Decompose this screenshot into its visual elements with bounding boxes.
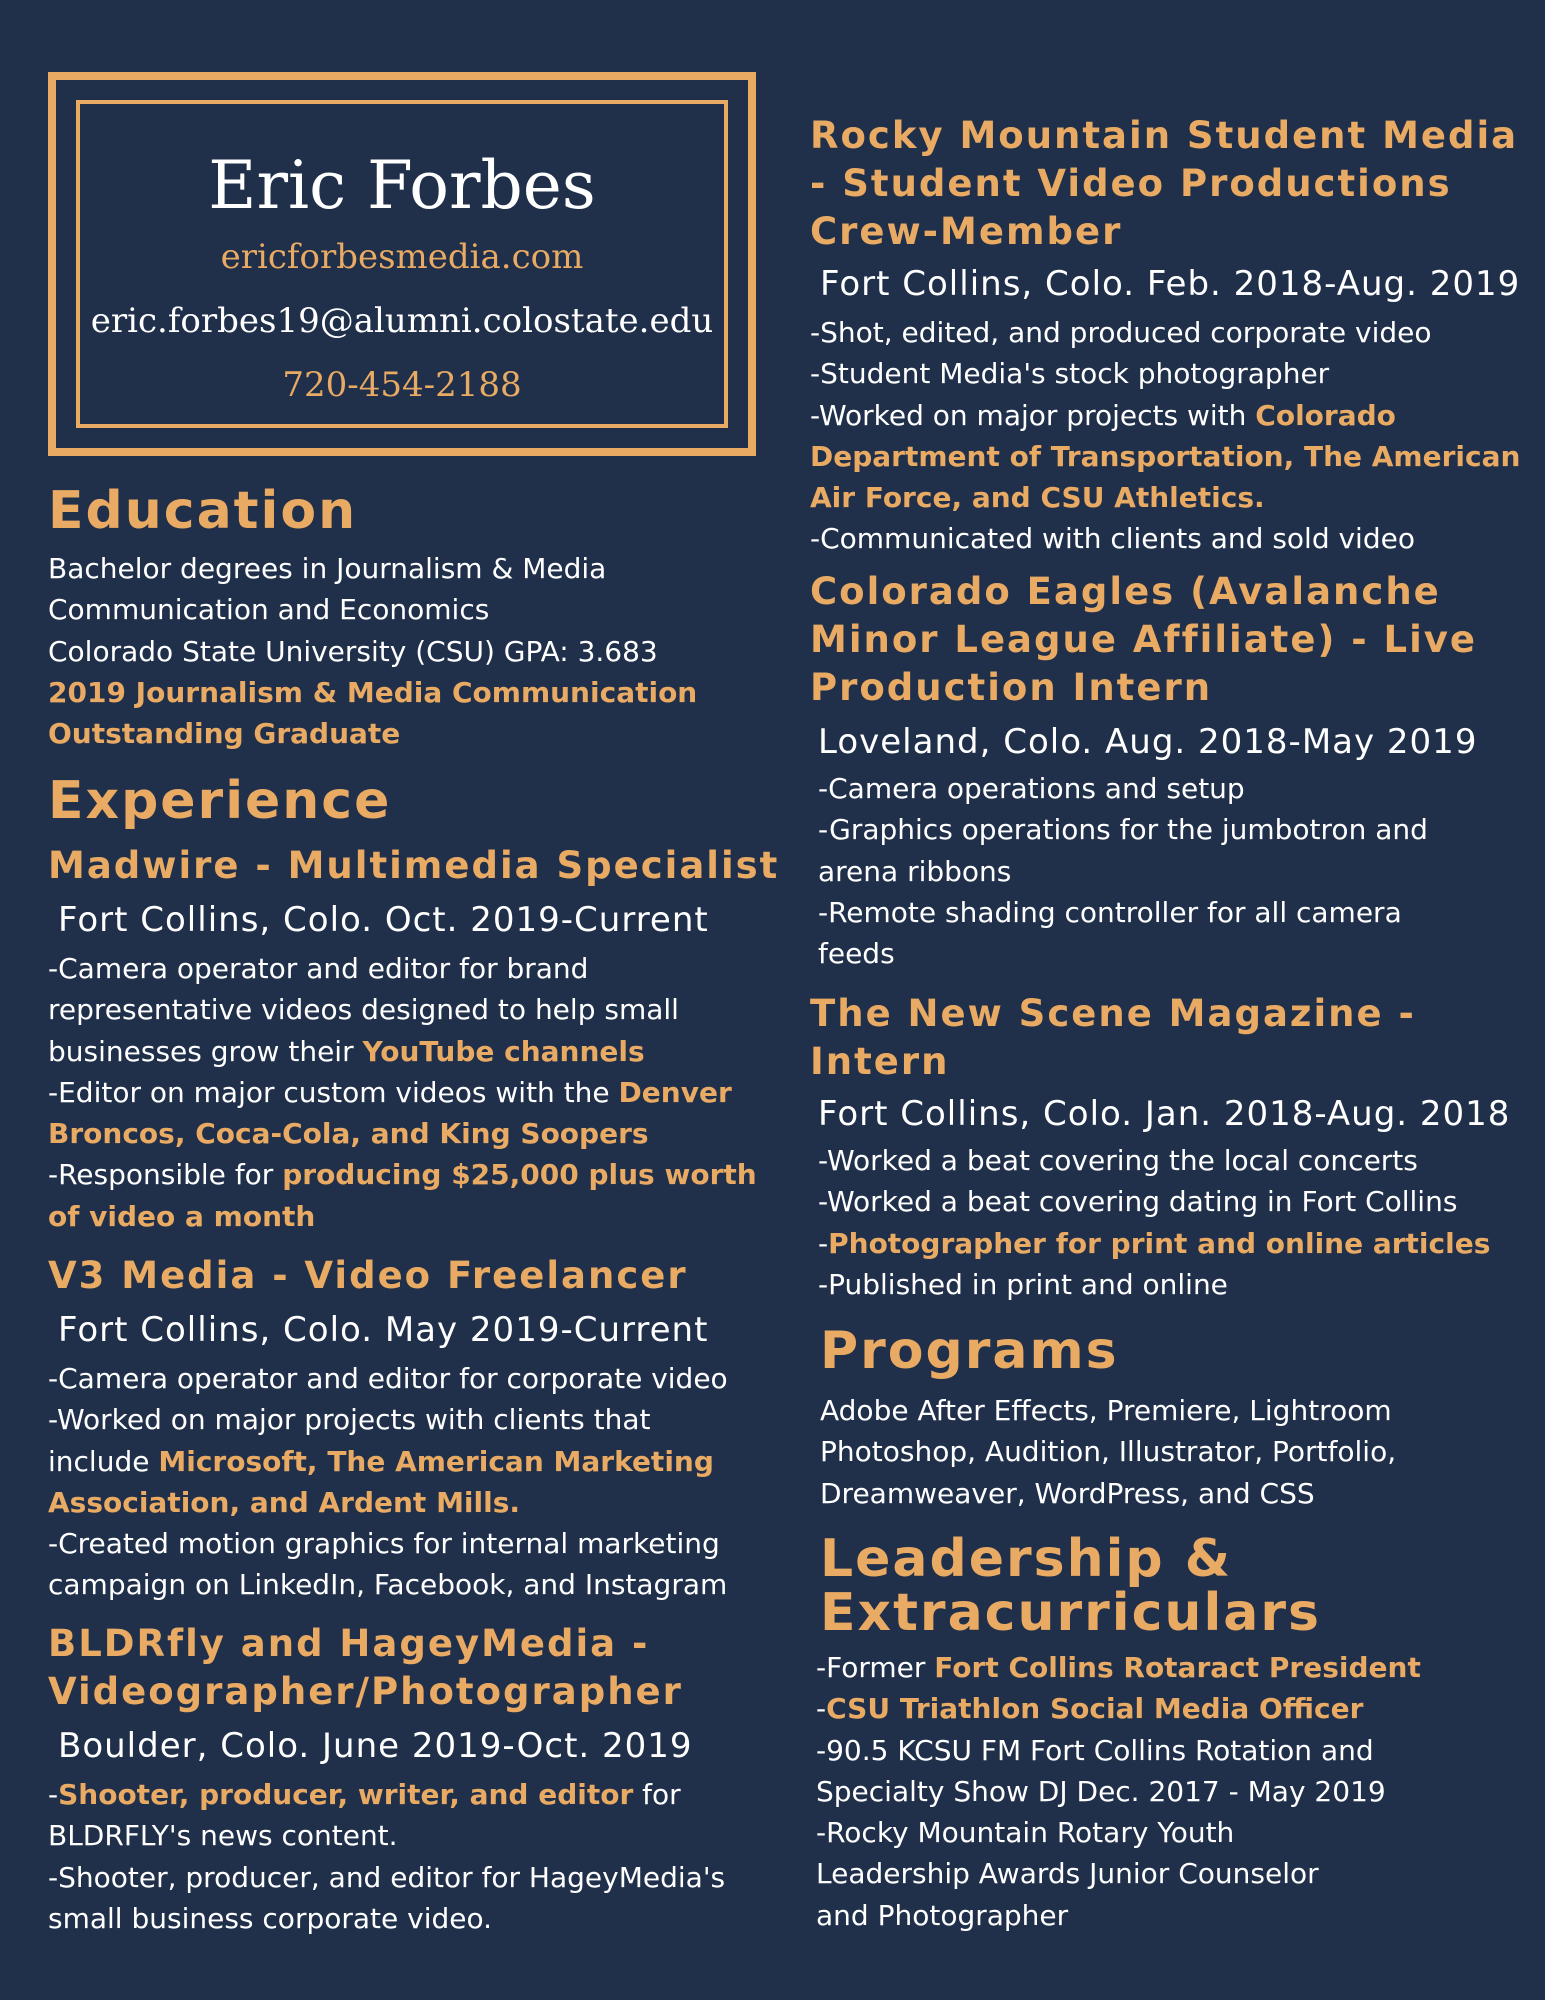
leadership-line: Specialty Show DJ Dec. 2017 - May 2019 — [816, 1774, 1386, 1808]
job-title-eagles-2: Minor League Affiliate) - Live — [810, 618, 1477, 661]
job-title-rmsm-3: Crew-Member — [810, 210, 1123, 253]
leadership-line: -Rocky Mountain Rotary Youth — [816, 1816, 1235, 1850]
bullet-line: small business corporate video. — [48, 1901, 493, 1935]
leadership-line: Leadership Awards Junior Counselor — [816, 1857, 1319, 1891]
job-bullets-v3 — [48, 1358, 728, 1606]
bullet-line: BLDRFLY's news content. — [48, 1819, 398, 1853]
job-bullets-bldrfly — [48, 1774, 725, 1939]
programs-line: Adobe After Effects, Premiere, Lightroom — [820, 1394, 1392, 1427]
website-link[interactable]: ericforbesmedia.com — [220, 237, 584, 277]
bullet-line: -Shot, edited, and produced corporate video — [810, 316, 1432, 349]
leadership-heading-1: Leadership & — [820, 1529, 1233, 1589]
job-title-eagles-3: Production Intern — [810, 666, 1213, 709]
job-bullets-newscene — [818, 1140, 1490, 1305]
bullet-line: -Graphics operations for the jumbotron and — [818, 813, 1428, 847]
bullet-highlight: CSU Triathlon Social Media Officer — [826, 1692, 1364, 1726]
bullet-line: feeds — [818, 937, 895, 971]
bullet-line — [48, 1441, 728, 1482]
award-line-1: 2019 Journalism & Media Communication — [48, 675, 698, 709]
leadership-list — [816, 1647, 1421, 1936]
bullet-line: of video a month — [48, 1199, 316, 1233]
job-bullets-madwire — [48, 948, 757, 1237]
bullet-highlight: producing $25,000 plus worth — [282, 1158, 757, 1192]
bullet-text: for — [633, 1778, 681, 1811]
bullet-line: campaign on LinkedIn, Facebook, and Instagram — [48, 1568, 728, 1602]
experience-heading: Experience — [48, 771, 392, 831]
programs-list — [820, 1390, 1396, 1514]
job-bullets-rmsm — [810, 312, 1520, 560]
bullet-highlight: Denver — [618, 1075, 732, 1109]
bullet-line — [48, 1154, 757, 1195]
bullet-line — [810, 395, 1520, 436]
job-title-bldrfly-1: BLDRfly and HageyMedia - — [48, 1622, 650, 1665]
bullet-line: Air Force, and CSU Athletics. — [810, 481, 1265, 515]
bullet-line: Department of Transportation, The American — [810, 439, 1521, 473]
bullet-line — [48, 1031, 757, 1072]
job-title-rmsm-2: - Student Video Productions — [810, 162, 1452, 205]
bullet-line: -Published in print and online — [818, 1267, 1228, 1301]
leadership-line: and Photographer — [816, 1898, 1069, 1932]
job-bullets-eagles — [818, 768, 1428, 974]
job-location-madwire: Fort Collins, Colo. Oct. 2019-Current — [58, 900, 709, 940]
bullet-highlight: YouTube channels — [362, 1034, 645, 1068]
bullet-text: - — [816, 1692, 827, 1726]
bullet-line: arena ribbons — [818, 854, 1012, 888]
job-location-eagles: Loveland, Colo. Aug. 2018-May 2019 — [818, 722, 1478, 762]
bullet-line: -Worked on major projects with clients that — [48, 1403, 651, 1437]
award-line-2: Outstanding Graduate — [48, 717, 401, 751]
job-title-newscene-1: The New Scene Magazine - — [810, 992, 1416, 1035]
job-location-bldrfly: Boulder, Colo. June 2019-Oct. 2019 — [58, 1726, 693, 1766]
bullet-line: -Student Media's stock photographer — [810, 357, 1330, 391]
education-heading: Education — [48, 481, 358, 541]
bullet-highlight: Microsoft, The American Marketing — [158, 1444, 714, 1478]
leadership-line — [816, 1647, 1421, 1688]
bullet-line: -Camera operations and setup — [818, 772, 1245, 805]
bullet-text: -Former — [816, 1651, 935, 1684]
bullet-text: -Worked on major projects with — [810, 398, 1256, 432]
bullet-line: -Created motion graphics for internal marketing — [48, 1527, 720, 1561]
contact-box — [48, 72, 756, 456]
bullet-highlight: Shooter, producer, writer, and editor — [58, 1778, 634, 1811]
bullet-line: representative videos designed to help small — [48, 993, 679, 1027]
bullet-highlight: Photographer for print and online articles — [828, 1226, 1491, 1260]
bullet-line: -Camera operator and editor for corporate video — [48, 1362, 728, 1395]
bullet-text: -Editor on major custom videos with the — [48, 1075, 619, 1109]
bullet-highlight: Colorado — [1255, 398, 1396, 432]
bullet-line: -Camera operator and editor for brand — [48, 952, 589, 985]
bullet-text: include — [48, 1444, 159, 1478]
leadership-heading-2: Extracurriculars — [820, 1583, 1321, 1643]
bullet-line — [48, 1774, 725, 1815]
email-link[interactable]: eric.forbes19@alumni.colostate.edu — [90, 301, 714, 341]
degree-line-2: Communication and Economics — [48, 593, 490, 627]
bullet-line: -Remote shading controller for all camera — [818, 895, 1402, 929]
bullet-line: Broncos, Coca-Cola, and King Soopers — [48, 1117, 649, 1151]
degree-line-1: Bachelor degrees in Journalism & Media — [48, 552, 607, 585]
bullet-line: -Shooter, producer, and editor for HageyMedia's — [48, 1860, 726, 1894]
bullet-line — [818, 1223, 1490, 1264]
job-title-newscene-2: Intern — [810, 1040, 950, 1083]
job-location-rmsm: Fort Collins, Colo. Feb. 2018-Aug. 2019 — [820, 264, 1521, 304]
education-details — [48, 548, 697, 754]
job-title-bldrfly-2: Videographer/Photographer — [48, 1670, 683, 1713]
job-location-newscene: Fort Collins, Colo. Jan. 2018-Aug. 2018 — [818, 1094, 1511, 1134]
job-title-eagles-1: Colorado Eagles (Avalanche — [810, 570, 1441, 613]
leadership-line — [816, 1688, 1421, 1729]
bullet-line: -Worked a beat covering the local concerts — [818, 1144, 1418, 1177]
phone-number: 720-454-2188 — [282, 365, 522, 405]
job-title-madwire: Madwire - Multimedia Specialist — [48, 844, 780, 887]
bullet-text: - — [818, 1226, 829, 1260]
job-title-rmsm-1: Rocky Mountain Student Media — [810, 114, 1519, 157]
bullet-line: -Worked a beat covering dating in Fort Collins — [818, 1185, 1458, 1219]
resume-name: Eric Forbes — [208, 147, 596, 224]
university-line: Colorado State University (CSU) GPA: 3.683 — [48, 634, 658, 668]
contact-box-inner — [76, 100, 728, 428]
leadership-line: -90.5 KCSU FM Fort Collins Rotation and — [816, 1733, 1374, 1767]
bullet-highlight: Fort Collins Rotaract President — [934, 1651, 1421, 1684]
programs-line: Dreamweaver, WordPress, and CSS — [820, 1476, 1315, 1510]
programs-line: Photoshop, Audition, Illustrator, Portfolio, — [820, 1435, 1397, 1469]
programs-heading: Programs — [820, 1321, 1119, 1381]
bullet-text: -Responsible for — [48, 1158, 283, 1192]
job-title-v3: V3 Media - Video Freelancer — [48, 1254, 688, 1297]
bullet-line — [48, 1072, 757, 1113]
bullet-line: Association, and Ardent Mills. — [48, 1485, 521, 1519]
job-location-v3: Fort Collins, Colo. May 2019-Current — [58, 1310, 709, 1350]
bullet-text: businesses grow their — [48, 1034, 363, 1068]
bullet-line: -Communicated with clients and sold video — [810, 522, 1415, 556]
bullet-text: - — [48, 1778, 59, 1811]
